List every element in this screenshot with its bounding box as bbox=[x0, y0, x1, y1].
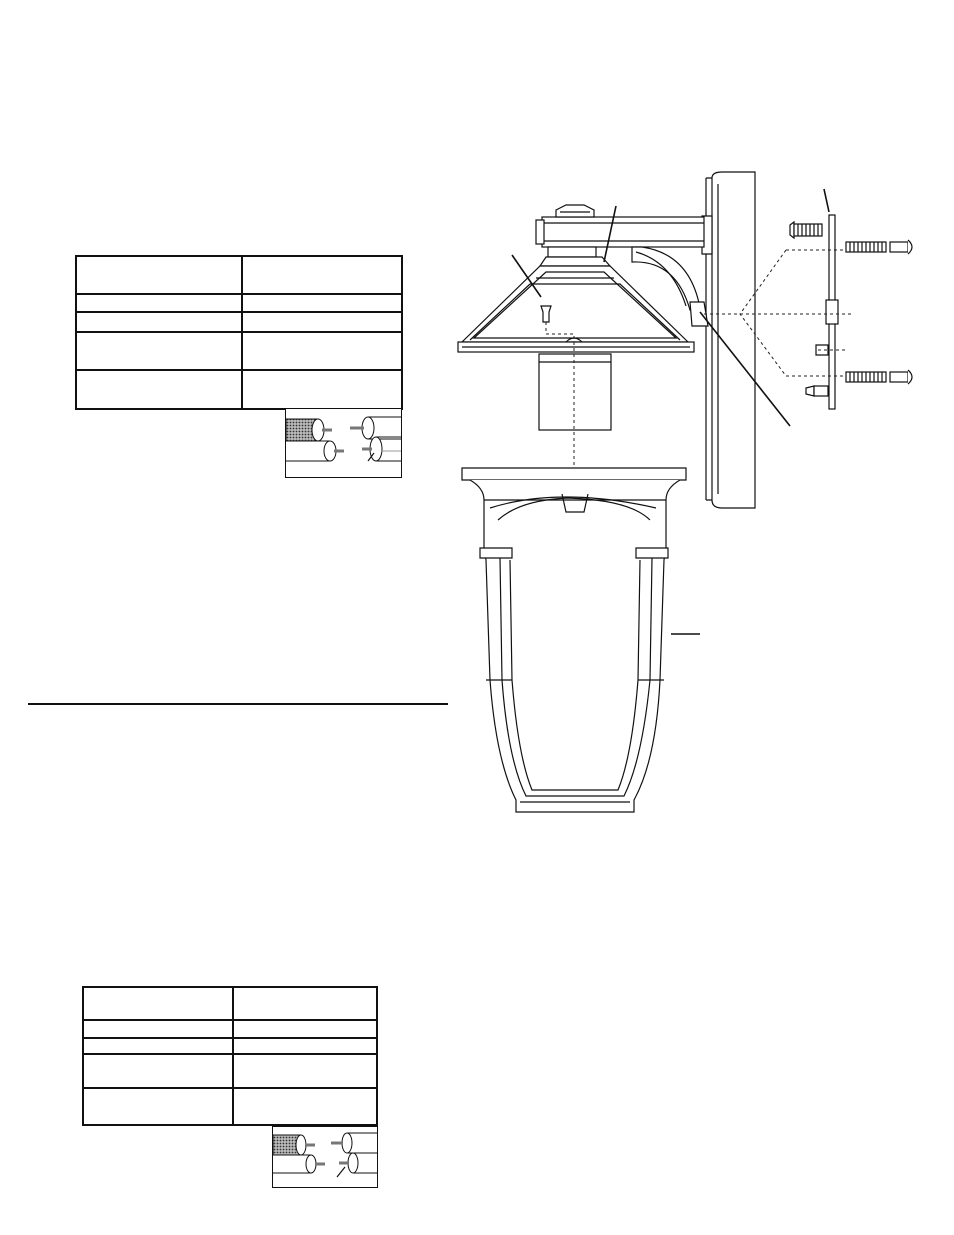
table-column-divider bbox=[241, 257, 243, 408]
wiring-table-upper bbox=[75, 255, 403, 410]
section-divider bbox=[28, 703, 448, 705]
fixture-hood bbox=[458, 266, 694, 352]
wire-inset-icon bbox=[273, 1127, 378, 1188]
table-column-divider bbox=[232, 988, 234, 1124]
table-row-divider bbox=[84, 1053, 376, 1055]
mounting-screw-icon bbox=[790, 222, 912, 396]
wire-inset-lower bbox=[272, 1126, 378, 1188]
table-row-divider bbox=[84, 1087, 376, 1089]
crossbar-icon bbox=[816, 215, 838, 409]
table-row-divider bbox=[84, 1037, 376, 1039]
socket-cup bbox=[539, 354, 611, 430]
wall-canopy bbox=[702, 172, 755, 508]
table-row-divider bbox=[84, 1019, 376, 1021]
fixture-collar bbox=[540, 247, 610, 266]
fixture-exploded-diagram bbox=[440, 160, 920, 840]
wiring-table-lower bbox=[82, 986, 378, 1126]
wire-inset-upper bbox=[285, 408, 402, 478]
glass-housing bbox=[462, 468, 686, 812]
table-row-divider bbox=[77, 311, 401, 313]
set-screw-icon bbox=[541, 306, 551, 322]
table-row-divider bbox=[77, 369, 401, 371]
wire-inset-icon bbox=[286, 409, 402, 478]
table-row-divider bbox=[77, 331, 401, 333]
table-row-divider bbox=[77, 293, 401, 295]
